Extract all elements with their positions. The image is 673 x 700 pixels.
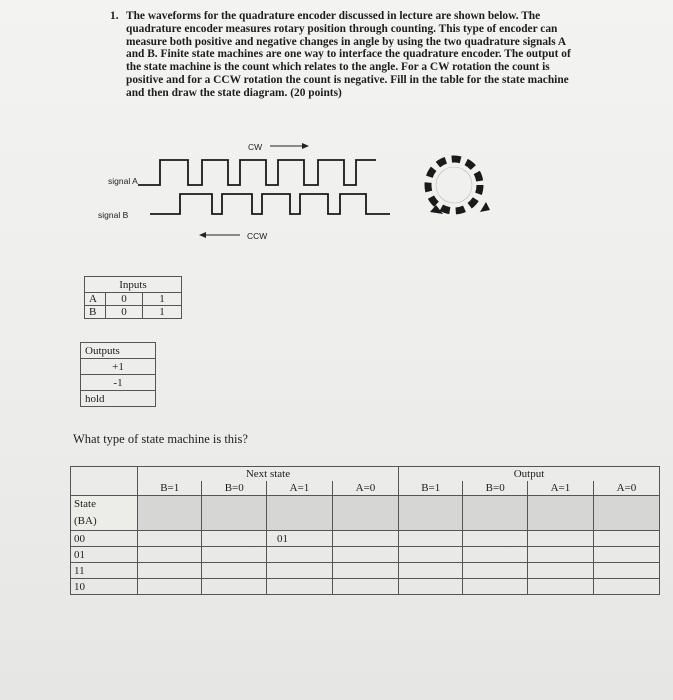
state-column-label	[71, 496, 138, 531]
problem-number: 1.	[110, 10, 119, 22]
ccw-label: CCW	[247, 231, 268, 241]
signal-b-waveform	[150, 194, 390, 214]
problem-statement	[110, 10, 580, 100]
input-a-value-2: 1	[143, 293, 182, 306]
state-11: 11	[71, 563, 138, 579]
signal-a-label: signal A	[108, 176, 138, 186]
output-header: Output	[398, 467, 659, 482]
state-table	[70, 466, 660, 595]
state-label-line-1: State	[74, 498, 96, 510]
column-header: A=1	[266, 481, 332, 496]
state-00: 00	[71, 531, 138, 547]
next-state-header: Next state	[138, 467, 399, 482]
signal-a-waveform	[138, 160, 376, 185]
output-row: -1	[81, 375, 156, 391]
state-10: 10	[71, 579, 138, 595]
ccw-arrow	[199, 232, 240, 238]
output-row: +1	[81, 359, 156, 375]
question-text: What type of state machine is this?	[73, 432, 248, 446]
state-01: 01	[71, 547, 138, 563]
table-row	[71, 547, 660, 563]
input-row-label-b: B	[85, 306, 106, 319]
output-row: hold	[81, 391, 156, 407]
column-header: A=0	[332, 481, 398, 496]
inputs-header: Inputs	[85, 277, 182, 293]
encoder-arrow-icon	[430, 202, 490, 214]
encoder-disc-icon	[428, 159, 480, 211]
state-label-line-2: (BA)	[74, 515, 97, 527]
column-header: B=1	[398, 481, 462, 496]
table-row	[71, 531, 660, 547]
signal-b-label: signal B	[98, 210, 129, 220]
cw-label: CW	[248, 142, 263, 152]
column-header: B=0	[202, 481, 266, 496]
table-row	[71, 563, 660, 579]
input-a-value-1: 0	[106, 293, 143, 306]
next-state-00-a1: 01	[266, 531, 332, 547]
cw-arrow	[270, 143, 309, 149]
column-header: B=1	[138, 481, 202, 496]
column-header: A=1	[527, 481, 593, 496]
inputs-table	[84, 276, 182, 319]
input-b-value-1: 0	[106, 306, 143, 319]
column-header: B=0	[463, 481, 527, 496]
outputs-table	[80, 342, 156, 407]
input-b-value-2: 1	[143, 306, 182, 319]
outputs-header: Outputs	[81, 343, 156, 359]
table-row	[71, 579, 660, 595]
input-row-label-a: A	[85, 293, 106, 306]
column-header: A=0	[593, 481, 659, 496]
problem-text: The waveforms for the quadrature encoder discussed in lecture are shown below. The quadrature encoder measures rotary position through counting. This type of encoder can measure both positive and negative changes in angle by using the two quadrature signals A and B. Finite state machines are one way to interface the quadrature encoder. The output of the state machine is the count which relates to the angle. For a CW rotation the count is positive and for a CCW rotation the count is negative. Fill in the table for the state machine and then draw the state diagram. (20 points)	[126, 10, 571, 99]
